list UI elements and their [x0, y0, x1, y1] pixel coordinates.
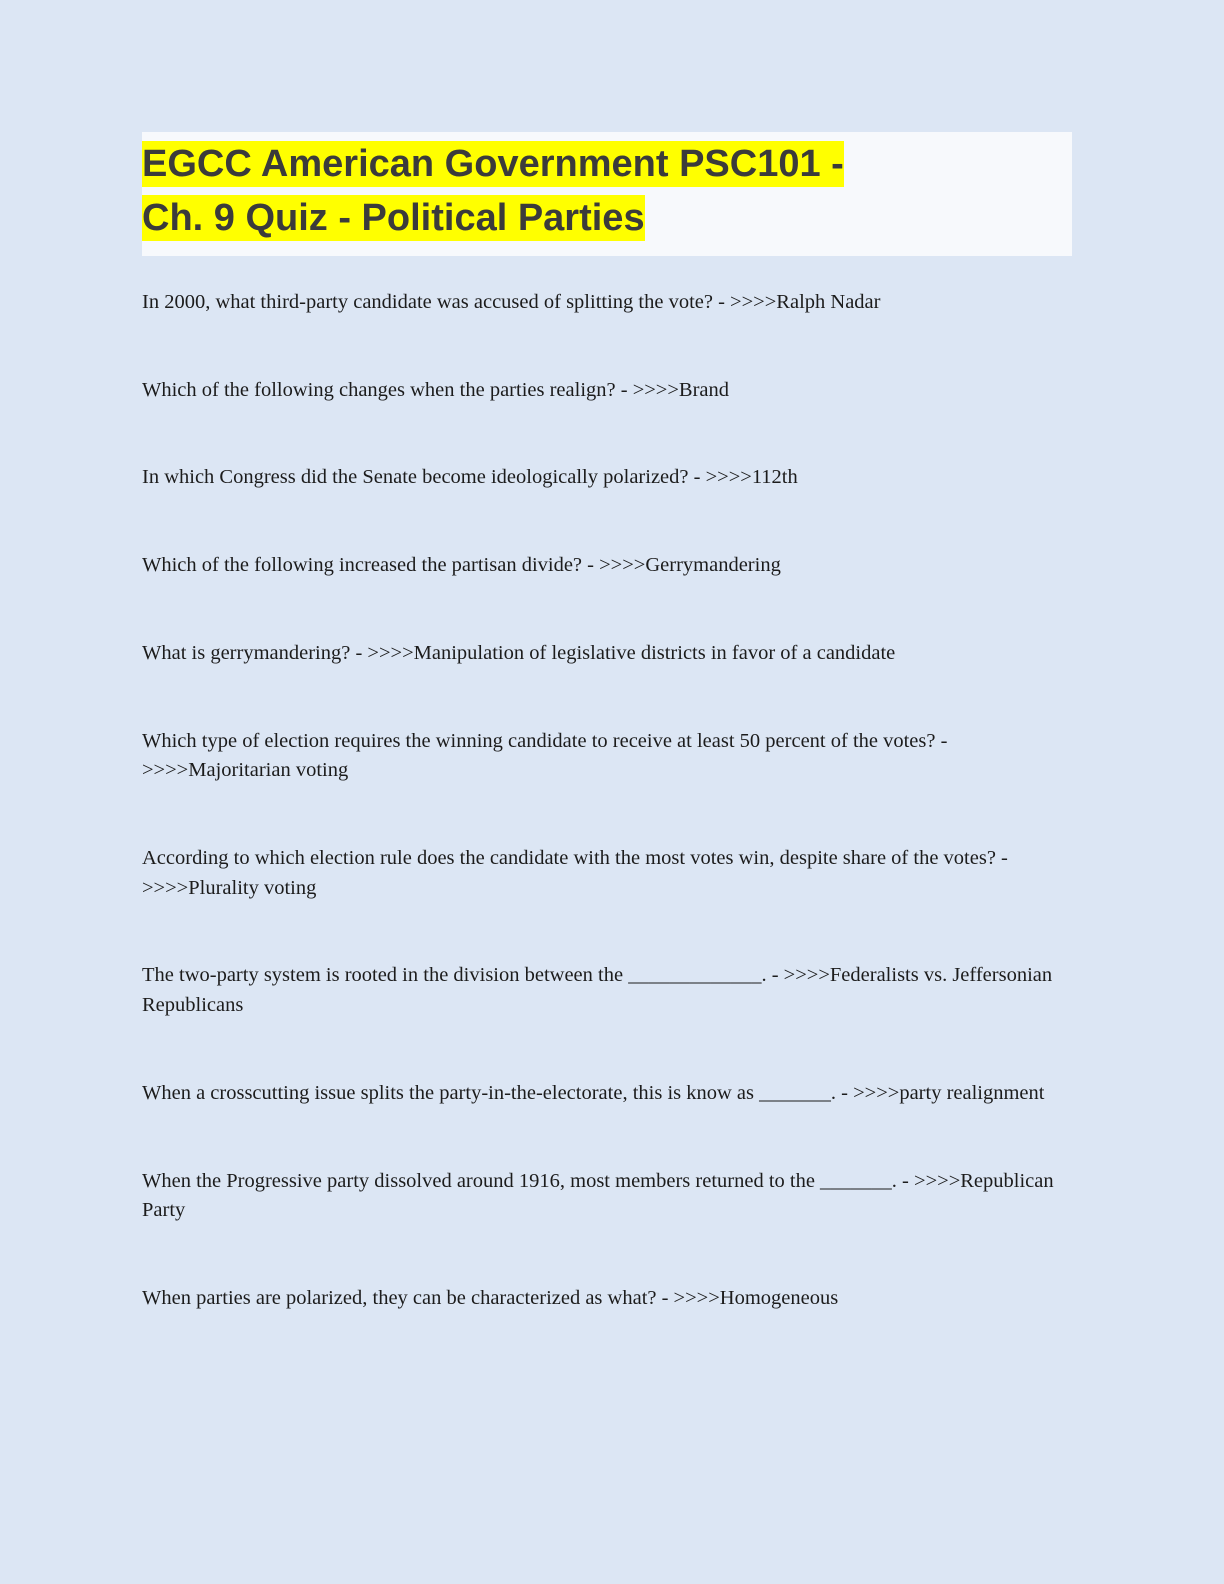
qa-item: In which Congress did the Senate become ideologically polarized? - >>>>112th — [142, 466, 798, 489]
qa-item: When a crosscutting issue splits the party-in-the-electorate, this is know as _______. - >>>>party realignment — [142, 1081, 1045, 1104]
qa-list — [142, 288, 1074, 1314]
qa-item: According to which election rule does the candidate with the most votes win, despite share of the votes? - >>>>Plurality voting — [142, 847, 1008, 899]
qa-item: Which of the following increased the partisan divide? - >>>>Gerrymandering — [142, 554, 781, 577]
qa-item: Which of the following changes when the parties realign? - >>>>Brand — [142, 378, 730, 401]
page-title — [142, 132, 1072, 256]
qa-item: In 2000, what third-party candidate was accused of splitting the vote? - >>>>Ralph Nadar — [142, 291, 881, 313]
page-title-line-1: EGCC American Government PSC101 - — [142, 143, 844, 185]
title-block — [142, 132, 1072, 256]
qa-item: The two-party system is rooted in the division between the _____________. - >>>>Federalists vs. Jeffersonian Republicans — [142, 964, 1053, 1017]
page-title-line-2: Ch. 9 Quiz - Political Parties — [142, 196, 645, 239]
qa-item: What is gerrymandering? - >>>>Manipulation of legislative districts in favor of a candidate — [142, 641, 896, 664]
qa-item: When parties are polarized, they can be characterized as what? - >>>>Homogeneous — [142, 1287, 839, 1310]
qa-item: When the Progressive party dissolved around 1916, most members returned to the _______. - >>>>Republican Party — [142, 1169, 1054, 1222]
qa-item: Which type of election requires the winning candidate to receive at least 50 percent of the votes? - >>>>Majoritarian voting — [142, 729, 948, 782]
